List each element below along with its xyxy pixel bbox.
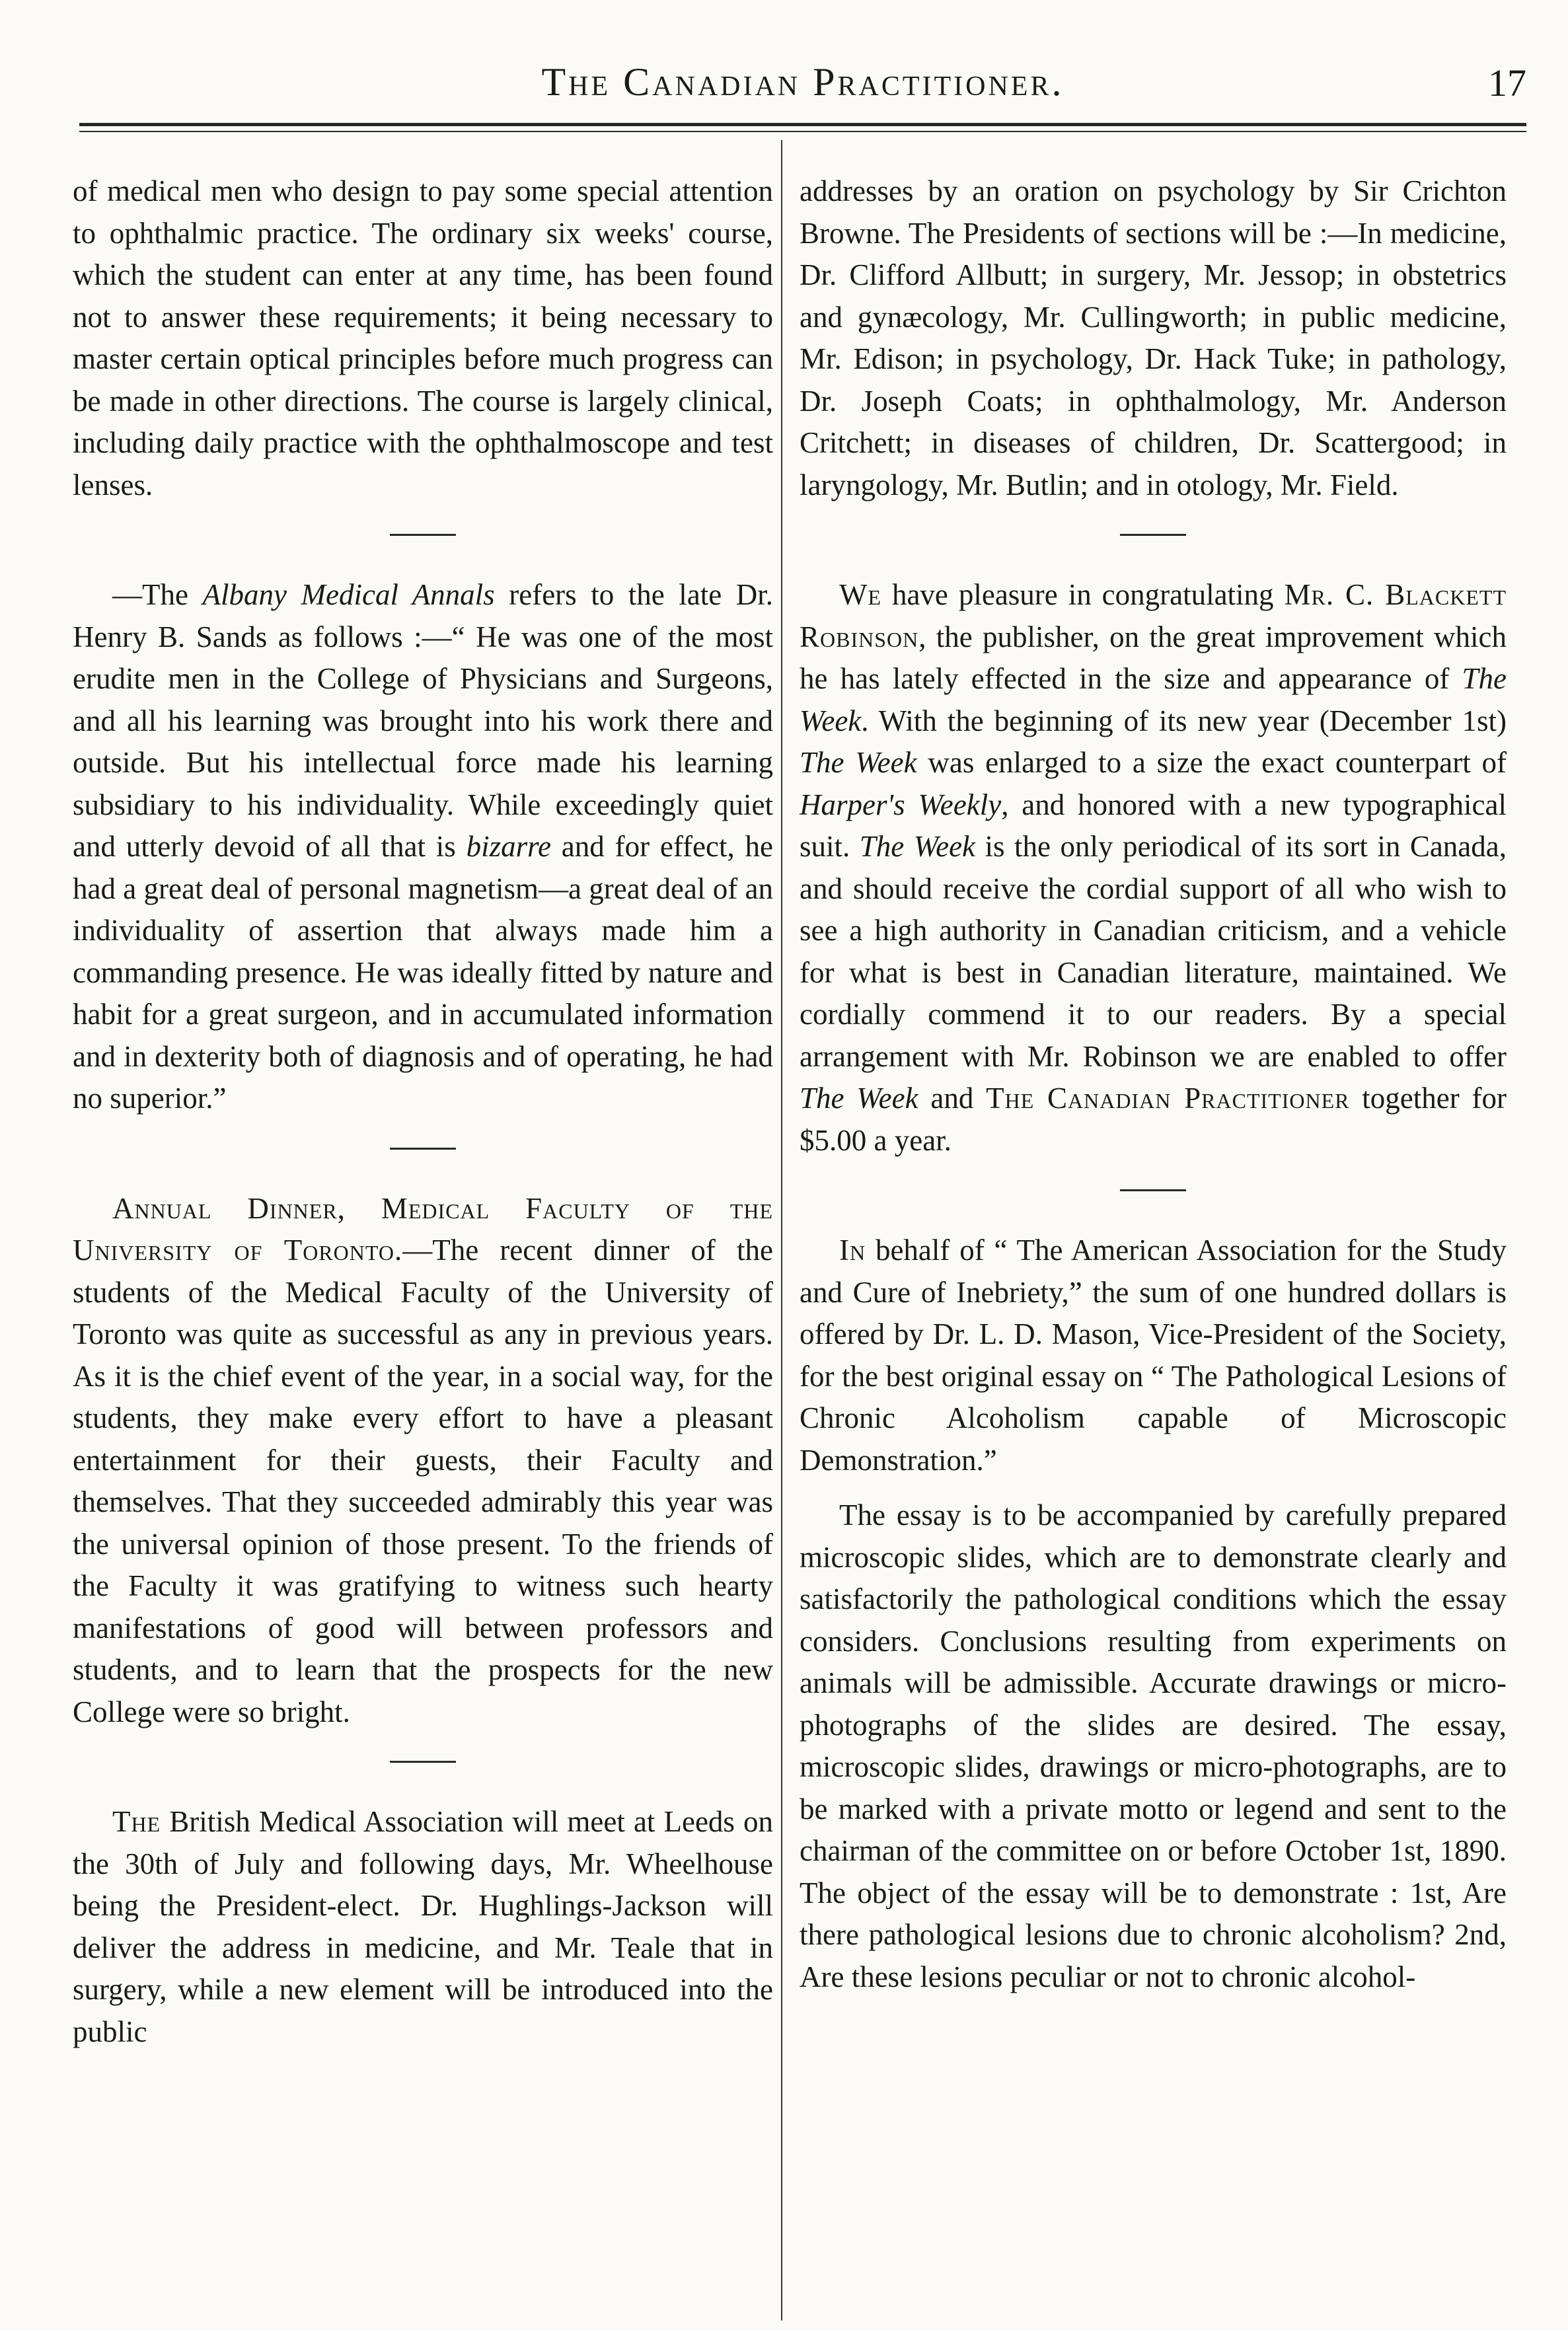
the-week-text-b: , the publisher, on the great improvement which he has lately effected in the size and appearance of <box>800 620 1507 695</box>
running-header <box>79 57 1526 110</box>
bma-presidents-paragraph: addresses by an oration on psychology by Sir Crichton Browne. The Presidents of sections will be :—In medicine, Dr. Clifford Allbutt; in surgery, Mr. Jessop; in obstetrics and gynæcology, Mr. Cullingworth; in public medicine, Mr. Edison; in psychology, Dr. Hack Tuke; in pathology, Dr. Joseph Coats; in ophthalmology, Mr. Anderson Critchett; in diseases of children, Dr. Scattergood; in laryngology, Mr. Butlin; and in otology, Mr. Field. <box>800 174 1507 501</box>
albany-text-a: refers to the late Dr. Henry B. Sands as follows :—“ He was one of the most erudite men in the College of Physicians and Surgeons, and all his learning was brought into his work there and outside. But his intellectual force made his learning subsidiary to his individuality. While exceedingly quiet and utterly devoid of all that is <box>73 578 774 863</box>
the-week-text-h: together for $5.00 a year. <box>800 1082 1507 1157</box>
page-number: 17 <box>1488 61 1526 104</box>
section-separator <box>390 1148 456 1150</box>
header-rule-thin <box>79 131 1526 132</box>
inebriety-prize-paragraph <box>800 1230 1507 1481</box>
bizarre-word: bizarre <box>466 830 551 863</box>
albany-lead: —The <box>112 578 203 611</box>
canadian-practitioner-title: The Canadian Practitioner <box>986 1082 1350 1115</box>
albany-journal-title: Albany Medical Annals <box>202 578 495 611</box>
the-week-title: The Week <box>800 1082 918 1115</box>
the-week-text-g: and <box>918 1082 987 1115</box>
annual-dinner-heading: Annual Dinner, Medical Faculty of the University of Toronto. <box>73 1191 773 1267</box>
section-separator <box>390 534 456 536</box>
running-title: The Canadian Practitioner. <box>541 60 1064 104</box>
the-week-paragraph <box>800 574 1507 1162</box>
left-column <box>73 170 773 2053</box>
section-separator <box>1120 534 1186 536</box>
header-rule-thick <box>79 123 1526 126</box>
bma-text: British Medical Association will meet at Leeds on the 30th of July and following days, Mr. Wheelhouse being the President-elect. Dr. Hughlings-Jackson will deliver the address in medicine, and Mr. Teale that in surgery, while a new element will be introduced into the public <box>73 1805 773 2048</box>
the-week-text-e: , and honored with a new typographical suit. <box>800 788 1507 863</box>
the-week-title: The Week <box>859 830 976 863</box>
right-column <box>800 170 1507 1998</box>
harpers-weekly-title: Harper's Weekly <box>800 788 1002 821</box>
the-week-text-a: have pleasure in congratulating <box>881 578 1285 611</box>
annual-dinner-text: —The recent dinner of the students of the Medical Faculty of the University of Toronto was quite as successful as any in previous years. As it is the chief event of the year, in a social way, for the students, they make every effort to have a pleasant entertainment for their guests, their Faculty and themselves. That they succeeded admirably this year was the universal opinion of those present. To the friends of the Faculty it was gratifying to witness such hearty manifestations of good will between professors and students, and to learn that the prospects for the new College were so bright. <box>73 1234 773 1728</box>
section-separator <box>390 1761 456 1763</box>
bma-meeting-paragraph <box>73 1801 773 2053</box>
the-week-text-c: . With the beginning of its new year (December 1st) <box>861 704 1507 737</box>
section-separator <box>1120 1189 1186 1191</box>
the-week-title: The Week <box>800 662 1507 737</box>
bma-lead: The <box>112 1805 161 1838</box>
inebriety-text: behalf of “ The American Association for the Study and Cure of Inebriety,” the sum of one hundred dollars is offered by Dr. L. D. Mason, Vice-President of the Society, for the best original essay on “ The Pathological Lesions of Chronic Alcoholism capable of Microscopic Demonstration.” <box>800 1234 1507 1477</box>
essay-conditions-paragraph: The essay is to be accompanied by carefully prepared microscopic slides, which are to demonstrate clearly and satisfactorily the pathological conditions which the essay considers. Conclusions resulting from experiments on animals will be admissible. Accurate drawings or micro-photographs of the slides are desired. The essay, microscopic slides, drawings or micro-photographs, are to be marked with a private motto or legend and sent to the chairman of the committee on or before October 1st, 1890. The object of the essay will be to demonstrate : 1st, Are there pathological lesions due to chronic alcoholism? 2nd, Are these lesions peculiar or not to chronic alcohol- <box>800 1498 1507 1993</box>
ophthalmic-course-paragraph: of medical men who design to pay some special attention to ophthalmic practice. The ordinary six weeks' course, which the student can enter at any time, has been found not to answer these requirements; it being necessary to master certain optical principles before much progress can be made in other directions. The course is largely clinical, including daily practice with the ophthalmoscope and test lenses. <box>73 174 773 501</box>
the-week-text-f: is the only periodical of its sort in Canada, and should receive the cordial support of all who wish to see a high authority in Canadian criticism, and a vehicle for what is best in Canadian literature, maintained. We cordially commend it to our readers. By a special arrangement with Mr. Robinson we are enabled to offer <box>800 830 1507 1073</box>
publisher-name: Mr. C. Blackett Robinson <box>800 578 1507 653</box>
albany-text-b: and for effect, he had a great deal of personal magnetism—a great deal of an individuality of assertion that always made him a commanding presence. He was ideally fitted by nature and habit for a great surgeon, and in accumulated information and in dexterity both of diagnosis and of operating, he had no superior.” <box>73 830 773 1115</box>
the-week-title: The Week <box>800 746 917 779</box>
annual-dinner-paragraph <box>73 1188 773 1734</box>
column-divider <box>781 140 782 2320</box>
the-week-lead: We <box>839 578 882 611</box>
the-week-text-d: was enlarged to a size the exact counterpart of <box>916 746 1507 779</box>
inebriety-lead: In <box>839 1234 866 1267</box>
albany-annals-paragraph <box>73 574 773 1120</box>
